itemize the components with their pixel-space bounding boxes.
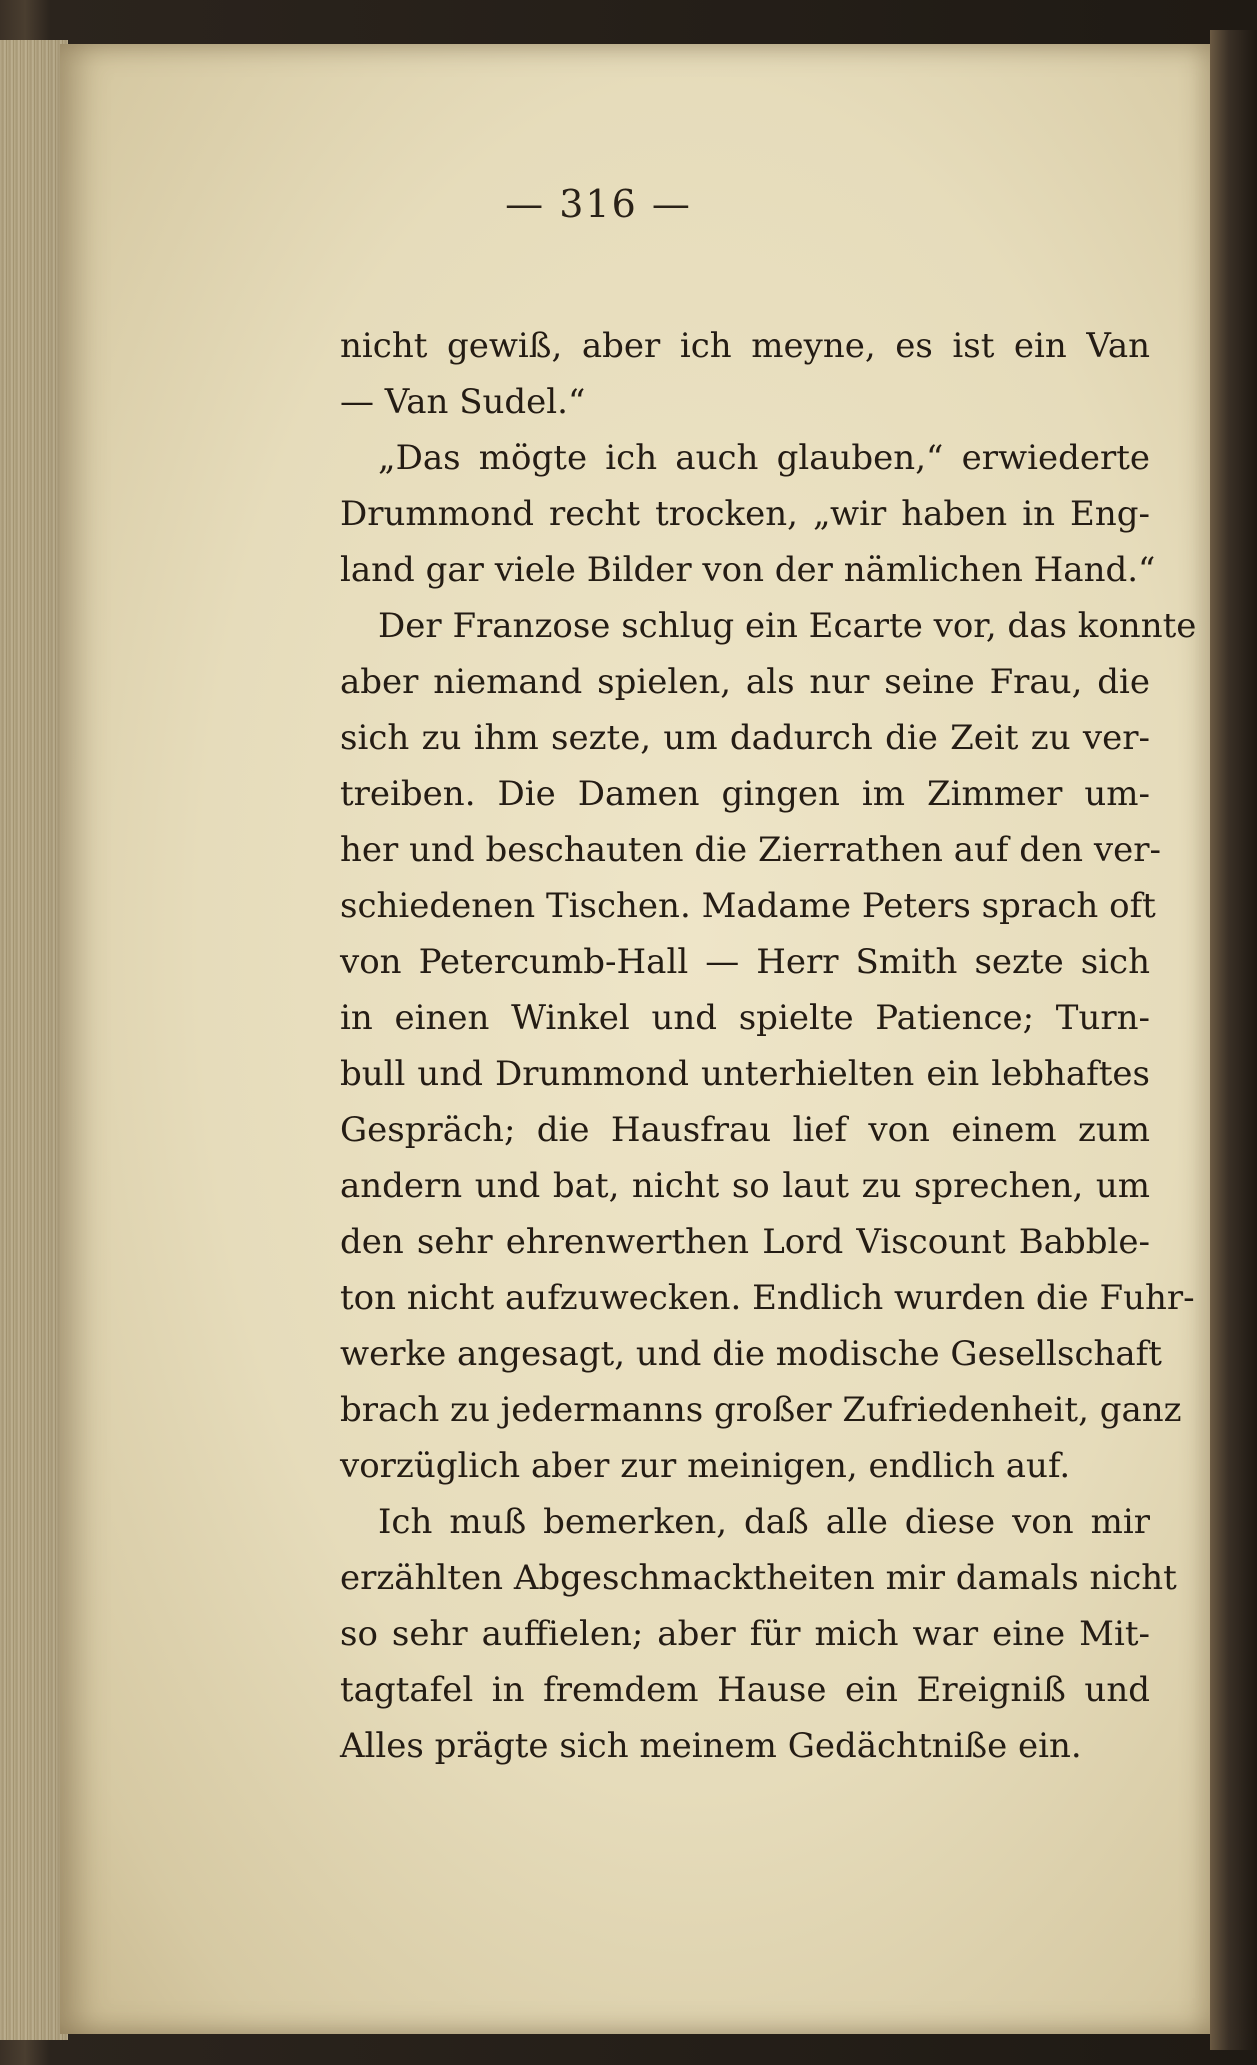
page-number: — 316 — (505, 182, 692, 226)
text-line: erzählten Abgeschmacktheiten mir damals nicht (340, 1558, 1177, 1598)
text-line: andern und bat, nicht so laut zu sprechen, um (340, 1166, 1150, 1206)
text-line: Der Franzose schlug ein Ecarte vor, das konnte (378, 606, 1197, 646)
text-line: so sehr auffielen; aber für mich war eine Mit- (340, 1614, 1150, 1654)
text-line: brach zu jedermanns großer Zufriedenheit, ganz (340, 1390, 1182, 1430)
text-line: treiben. Die Damen gingen im Zimmer um- (340, 774, 1150, 814)
text-line: werke angesagt, und die modische Gesellschaft (340, 1334, 1162, 1374)
text-line: Ich muß bemerken, daß alle diese von mir (378, 1502, 1150, 1542)
text-line: nicht gewiß, aber ich meyne, es ist ein Van (340, 326, 1150, 366)
text-line: Drummond recht trocken, „wir haben in Eng- (340, 494, 1150, 534)
text-line: her und beschauten die Zierrathen auf den ver- (340, 830, 1161, 870)
page-stack-edge (0, 40, 68, 2040)
text-line: bull und Drummond unterhielten ein lebhaftes (340, 1054, 1150, 1094)
text-line: schiedenen Tischen. Madame Peters sprach oft (340, 886, 1156, 926)
text-line: Gespräch; die Hausfrau lief von einem zum (340, 1110, 1150, 1150)
text-line: tagtafel in fremdem Hause ein Ereigniß und (340, 1670, 1150, 1710)
text-line: vorzüglich aber zur meinigen, endlich auf. (340, 1446, 1071, 1486)
text-line: von Petercumb-Hall — Herr Smith sezte sich (340, 942, 1150, 982)
text-line: — Van Sudel.“ (340, 382, 586, 422)
text-line: den sehr ehrenwerthen Lord Viscount Babble- (340, 1222, 1150, 1262)
text-line: in einen Winkel und spielte Patience; Turn- (340, 998, 1150, 1038)
page-text (340, 318, 1197, 1774)
text-line: sich zu ihm sezte, um dadurch die Zeit zu ver- (340, 718, 1150, 758)
text-line: Alles prägte sich meinem Gedächtniße ein. (340, 1726, 1082, 1766)
text-line: land gar viele Bilder von der nämlichen Hand.“ (340, 550, 1156, 590)
book-cover-edge (1210, 30, 1257, 2050)
text-line: ton nicht aufzuwecken. Endlich wurden die Fuhr- (340, 1278, 1195, 1318)
text-line: aber niemand spielen, als nur seine Frau, die (340, 662, 1150, 702)
text-line: „Das mögte ich auch glauben,“ erwiederte (378, 438, 1150, 478)
